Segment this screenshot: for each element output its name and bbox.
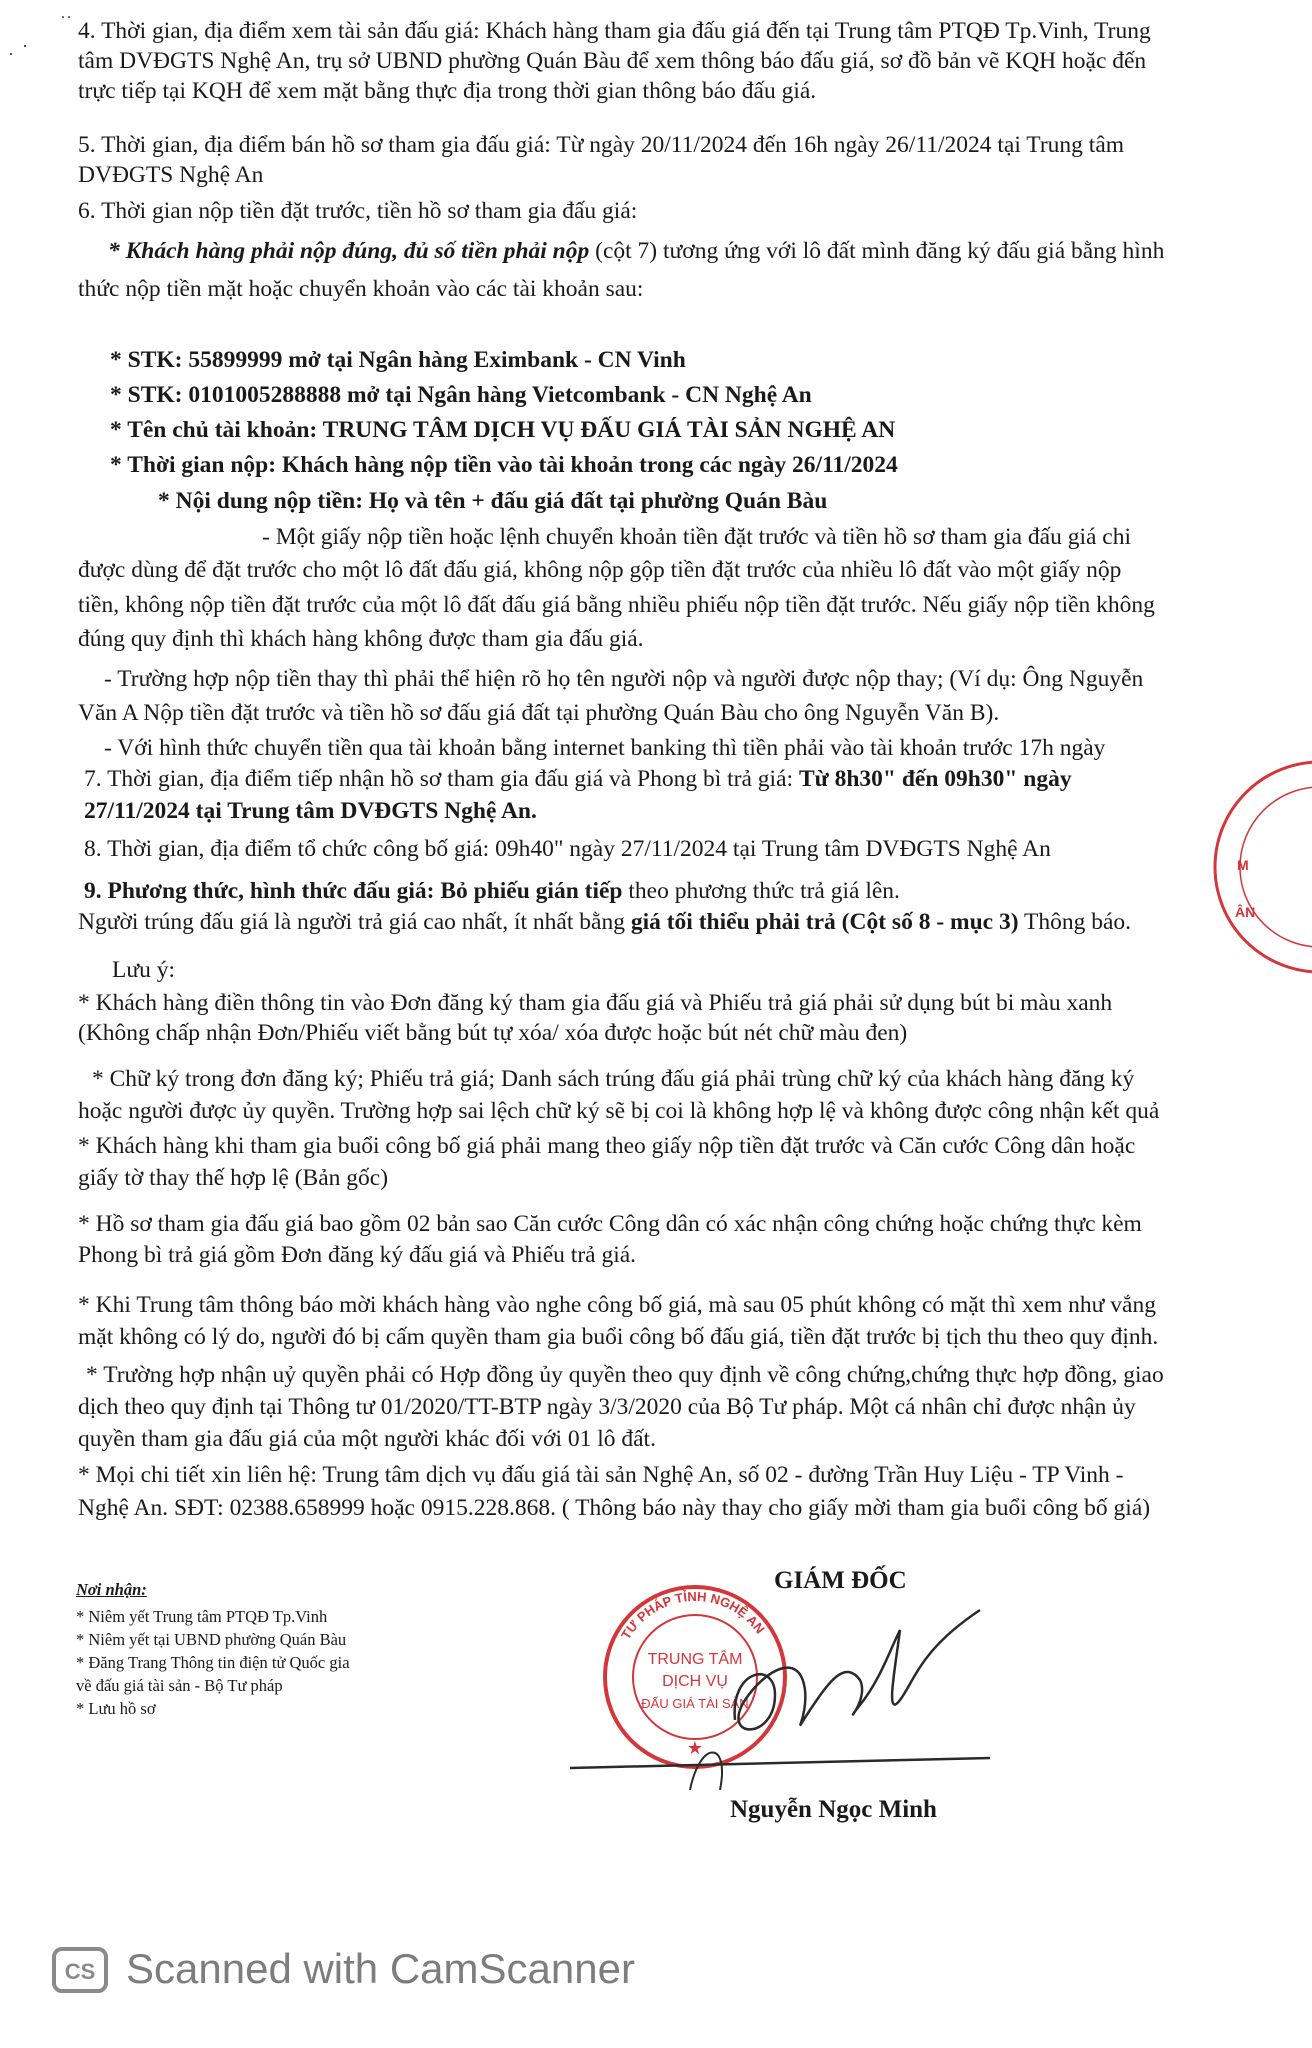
body-line: Lưu ý:: [112, 957, 175, 983]
body-line: tâm DVĐGTS Nghệ An, trụ sở UBND phường Quán Bàu để xem thông báo đấu giá, sơ đồ bản vẽ KQH hoặc đến: [78, 48, 1147, 74]
body-line: * Khi Trung tâm thông báo mời khách hàng vào nghe công bố giá, mà sau 05 phút không có mặt thì xem như vắng: [78, 1292, 1156, 1318]
body-line: đúng quy định thì khách hàng không được tham gia đấu giá.: [78, 626, 644, 652]
text-run: Người trúng đấu giá là người trả giá cao nhất, ít nhất bằng: [78, 909, 631, 935]
camscanner-logo-icon: [52, 1947, 108, 1993]
emphasis: giá tối thiểu phải trả (Cột số 8 - mục 3): [630, 909, 1019, 935]
body-line: 8. Thời gian, địa điểm tổ chức công bố giá: 09h40" ngày 27/11/2024 tại Trung tâm DVĐGTS Nghệ An: [84, 836, 1051, 862]
body-line: Phong bì trả giá gồm Đơn đăng ký đấu giá và Phiếu trả giá.: [78, 1242, 637, 1268]
margin-seal-fragment: [1205, 752, 1312, 982]
body-line: * Khách hàng điền thông tin vào Đơn đăng ký tham gia đấu giá và Phiếu trả giá phải sử dụng bút bi màu xanh: [78, 990, 1113, 1016]
body-line: thức nộp tiền mặt hoặc chuyển khoản vào các tài khoản sau:: [78, 276, 644, 302]
handwritten-signature: [560, 1590, 1000, 1790]
body-line: tiền, không nộp tiền đặt trước của một lô đất đấu giá bằng nhiều phiếu nộp tiền đặt trước. Nếu giấy nộp tiền không: [78, 592, 1155, 618]
emphasis: * Khách hàng phải nộp đúng, đủ số tiền phải nộp: [108, 238, 590, 264]
seal-ring-text: TƯ PHÁP TỈNH NGHỆ AN: [618, 1588, 768, 1642]
body-line: - Với hình thức chuyển tiền qua tài khoản bằng internet banking thì tiền phải vào tài khoản trước 17h ngày: [104, 735, 1106, 761]
body-line: 5. Thời gian, địa điểm bán hồ sơ tham gia đấu giá: Từ ngày 20/11/2024 đến 16h ngày 26/11/2024 tại Trung tâm: [78, 132, 1125, 158]
body-line: 4. Thời gian, địa điểm xem tài sản đấu giá: Khách hàng tham gia đấu giá đến tại Trung tâm PTQĐ Tp.Vinh, Trung: [78, 18, 1151, 44]
recipients-list: [76, 1578, 496, 1720]
recipients-title: Nơi nhận:: [76, 1580, 147, 1599]
svg-text:★: ★: [686, 1738, 704, 1758]
text-run: 7. Thời gian, địa điểm tiếp nhận hồ sơ tham gia đấu giá và Phong bì trả giá:: [84, 766, 799, 792]
recipient-item: * Lưu hồ sơ: [76, 1699, 156, 1718]
body-line: [108, 236, 1312, 266]
body-line: (Không chấp nhận Đơn/Phiếu viết bằng bút tự xóa/ xóa được hoặc bút nét chữ màu đen): [78, 1020, 908, 1046]
body-line: hoặc người được ủy quyền. Trường hợp sai lệch chữ ký sẽ bị coi là không hợp lệ và không được công nhận kết quả: [78, 1098, 1160, 1124]
body-line: * STK: 55899999 mở tại Ngân hàng Eximbank - CN Vinh: [110, 347, 686, 373]
body-line: * Trường hợp nhận uỷ quyền phải có Hợp đồng ủy quyền theo quy định về công chứng,chứng thực hợp đồng, giao: [86, 1362, 1164, 1388]
body-line: - Một giấy nộp tiền hoặc lệnh chuyển khoản tiền đặt trước và tiền hồ sơ tham gia đấu giá chi: [262, 524, 1131, 550]
body-line: * Hồ sơ tham gia đấu giá bao gồm 02 bản sao Căn cước Công dân có xác nhận công chứng hoặc chứng thực kèm: [78, 1211, 1142, 1237]
text-run: (cột 7) tương ứng với lô đất mình đăng ký đấu giá bằng hình: [589, 238, 1165, 264]
recipient-item: * Đăng Trang Thông tin điện tử Quốc gia: [76, 1653, 350, 1672]
body-line: giấy tờ thay thế hợp lệ (Bản gốc): [78, 1165, 389, 1191]
signer-name: Nguyễn Ngọc Minh: [730, 1796, 937, 1823]
recipient-item: * Niêm yết Trung tâm PTQĐ Tp.Vinh: [76, 1607, 328, 1626]
body-line: - Trường hợp nộp tiền thay thì phải thể hiện rõ họ tên người nộp và người được nộp thay; (Ví dụ: Ông Nguyễn: [104, 666, 1144, 692]
body-line: [84, 764, 1312, 794]
seal-line: ĐẤU GIÁ TÀI SẢN: [641, 1696, 749, 1711]
scanner-logo-text: CS: [64, 1959, 96, 1984]
scanner-watermark: Scanned with CamScanner: [126, 1945, 635, 1992]
body-line: Văn A Nộp tiền đặt trước và tiền hồ sơ đấu giá đất tại phường Quán Bàu cho ông Nguyễn Văn B).: [78, 700, 1000, 726]
body-line: dịch theo quy định tại Thông tư 01/2020/TT-BTP ngày 3/3/2020 của Bộ Tư pháp. Một cá nhân chỉ được nhận ủy: [78, 1394, 1136, 1420]
seal-line: DỊCH VỤ: [662, 1673, 728, 1690]
body-line: Nghệ An. SĐT: 02388.658999 hoặc 0915.228.868. ( Thông báo này thay cho giấy mời tham gia buổi công bố giá): [78, 1495, 1151, 1521]
body-line: DVĐGTS Nghệ An: [78, 162, 264, 188]
body-line: quyền tham gia đấu giá của một người khác đối với 01 lô đất.: [78, 1426, 656, 1452]
body-line: 6. Thời gian nộp tiền đặt trước, tiền hồ sơ tham gia đấu giá:: [78, 198, 638, 224]
body-line: mặt không có lý do, người đó bị cấm quyền tham gia buổi công bố đấu giá, tiền đặt trước bị tịch thu theo quy định.: [78, 1324, 1159, 1350]
emphasis: Từ 8h30" đến 09h30" ngày: [798, 766, 1072, 792]
svg-text:M: M: [1237, 857, 1249, 873]
emphasis: 9. Phương thức, hình thức đấu giá: Bỏ phiếu gián tiếp: [84, 878, 623, 904]
svg-text:ÂN: ÂN: [1235, 904, 1256, 920]
text-run: theo phương thức trả giá lên.: [622, 878, 900, 904]
text-run: Thông báo.: [1018, 909, 1132, 935]
recipient-item: về đấu giá tài sản - Bộ Tư pháp: [76, 1676, 283, 1695]
body-line: * STK: 0101005288888 mở tại Ngân hàng Vietcombank - CN Nghệ An: [110, 382, 812, 408]
body-line: * Mọi chi tiết xin liên hệ: Trung tâm dịch vụ đấu giá tài sản Nghệ An, số 02 - đường Trần Huy Liệu - TP Vinh -: [78, 1462, 1124, 1488]
body-line: * Tên chủ tài khoản: TRUNG TÂM DỊCH VỤ ĐẤU GIÁ TÀI SẢN NGHỆ AN: [110, 417, 896, 443]
body-line: [84, 876, 1312, 906]
body-line: * Chữ ký trong đơn đăng ký; Phiếu trả giá; Danh sách trúng đấu giá phải trùng chữ ký của khách hàng đăng ký: [92, 1066, 1135, 1092]
signature-role: GIÁM ĐỐC: [774, 1567, 907, 1594]
body-line: 27/11/2024 tại Trung tâm DVĐGTS Nghệ An.: [84, 798, 537, 824]
body-line: được dùng để đặt trước cho một lô đất đấu giá, không nộp gộp tiền đặt trước của nhiều lô đất vào một giấy nộp: [78, 557, 1122, 583]
body-line: * Khách hàng khi tham gia buổi công bố giá phải mang theo giấy nộp tiền đặt trước và Căn cước Công dân hoặc: [78, 1133, 1136, 1159]
body-line: trực tiếp tại KQH để xem mặt bằng thực địa trong thời gian thông báo đấu giá.: [78, 78, 817, 104]
document-page: · · ˙˙ 4. Thời gian, địa điểm xem tài sản đấu giá: Khách hàng tham gia đấu giá đến tại Trung tâm PTQĐ Tp.Vinh, Trung tâm DVĐGTS Nghệ An, trụ sở UBND phường Quán Bàu để xem thông báo đấu giá, sơ đồ bản vẽ KQH hoặc đến trực tiếp tại KQH để xem mặt bằng thực địa trong thời gian thông báo đấu giá. 5. Thời gian, địa điểm bán hồ sơ tham gia đấu giá: Từ ngày 20/11/2024 đến 16h ngày 26/11/2024 tại Trung tâm DVĐGTS Nghệ An 6. Thời gian nộp tiền đặt trước, tiền hồ sơ tham gia đấu giá: * Khách hàng phải nộp đúng, đủ số tiền phải nộp (cột 7) tương ứng với lô đất mình đăng ký đấu giá bằng hình thức nộp tiền mặt hoặc chuyển khoản vào các tài khoản sau: * STK: 55899999 mở tại Ngân hàng Eximbank - CN Vinh * STK: 0101005288888 mở tại Ngân hàng Vietcombank - CN Nghệ An * Tên chủ tài khoản: TRUNG TÂM DỊCH VỤ ĐẤU GIÁ TÀI SẢN NGHỆ AN * Thời gian nộp: Khách hàng nộp tiền vào tài khoản trong các ngày 26/11/2024 * Nội dung nộp tiền: Họ và tên + đấu giá đất tại phường Quán Bàu - Một giấy nộp tiền hoặc lệnh chuyển khoản tiền đặt trước và tiền hồ sơ tham gia đấu giá chi được dùng để đặt trước cho một lô đất đấu giá, không nộp gộp tiền đặt trước của nhiều lô đất vào một giấy nộp tiền, không nộp tiền đặt trước của một lô đất đấu giá bằng nhiều phiếu nộp tiền đặt trước. Nếu giấy nộp tiền không đúng quy định thì khách hàng không được tham gia đấu giá. - Trường hợp nộp tiền thay thì phải thể hiện rõ họ tên người nộp và người được nộp thay; (Ví dụ: Ông Nguyễn Văn A Nộp tiền đặt trước và tiền hồ sơ đấu giá đất tại phường Quán Bàu cho ông Nguyễn Văn B). - Với hình thức chuyển tiền qua tài khoản bằng internet banking thì tiền phải vào tài khoản trước 17h ngày 7. Thời gian, địa điểm tiếp nhận hồ sơ tham gia đấu giá và Phong bì trả giá: Từ 8h30" đến 09h30" ngày 27/11/2024 tại Trung tâm DVĐGTS Nghệ An. 8. Thời gian, địa điểm tổ chức công bố giá: 09h40" ngày 27/11/2024 tại Trung tâm DVĐGTS Nghệ An 9. Phương thức, hình thức đấu giá: Bỏ phiếu gián tiếp theo phương thức trả giá lên. Người trúng đấu giá là người trả giá cao nhất, ít nhất bằng giá tối thiểu phải trả (Cột số 8 - mục 3) Thông báo. Lưu ý: * Khách hàng điền thông tin vào Đơn đăng ký tham gia đấu giá và Phiếu trả giá phải sử dụng bút bi màu xanh (Không chấp nhận Đơn/Phiếu viết bằng bút tự xóa/ xóa được hoặc bút nét chữ màu đen) * Chữ ký trong đơn đăng ký; Phiếu trả giá; Danh sách trúng đấu giá phải trùng chữ ký của khách hàng đăng ký hoặc người được ủy quyền. Trường hợp sai lệch chữ ký sẽ bị coi là không hợp lệ và không được công nhận kết quả * Khách hàng khi tham gia buổi công bố giá phải mang theo giấy nộp tiền đặt trước và Căn cước Công dân hoặc giấy tờ thay thế hợp lệ (Bản gốc) * Hồ sơ tham gia đấu giá bao gồm 02 bản sao Căn cước Công dân có xác nhận công chứng hoặc chứng thực kèm Phong bì trả giá gồm Đơn đăng ký đấu giá và Phiếu trả giá. * Khi Trung tâm thông báo mời khách hàng vào nghe công bố giá, mà sau 05 phút không có mặt thì xem như vắng mặt không có lý do, người đó bị cấm quyền tham gia buổi công bố đấu giá, tiền đặt trước bị tịch thu theo quy định. * Trường hợp nhận uỷ quyền phải có Hợp đồng ủy quyền theo quy định về công chứng,chứng thực hợp đồng, giao dịch theo quy định tại Thông tư 01/2020/TT-BTP ngày 3/3/2020 của Bộ Tư pháp. Một cá nhân chỉ được nhận ủy quyền tham gia đấu giá của một người khác đối với 01 lô đất. * Mọi chi tiết xin liên hệ: Trung tâm dịch vụ đấu giá tài sản Nghệ An, số 02 - đường Trần Huy Liệu - TP Vinh - Nghệ An. SĐT: 02388.658999 hoặc 0915.228.868. ( Thông báo này thay cho giấy mời tham gia buổi công bố giá) Nơi nhận: * Niêm yết Trung tâm PTQĐ Tp.Vinh * Niêm yết tại UBND phường Quán Bàu * Đăng Trang Thông tin điện tử Quốc gia về đấu giá tài sản - Bộ Tư pháp * Lưu hồ sơ GIÁM ĐỐC TƯ PHÁP TỈNH NGHỆ AN TRUNG TÂM DỊCH VỤ ĐẤU GIÁ TÀI SẢN ★ Nguyễn Ngọc Minh M ÂN CS Scanned with CamScanner: [0, 0, 1312, 2048]
recipient-item: * Niêm yết tại UBND phường Quán Bàu: [76, 1630, 347, 1649]
seal-line: TRUNG TÂM: [647, 1651, 743, 1668]
body-line: * Thời gian nộp: Khách hàng nộp tiền vào tài khoản trong các ngày 26/11/2024: [110, 452, 898, 478]
body-line: [78, 907, 1312, 937]
body-line: * Nội dung nộp tiền: Họ và tên + đấu giá đất tại phường Quán Bàu: [158, 488, 828, 514]
